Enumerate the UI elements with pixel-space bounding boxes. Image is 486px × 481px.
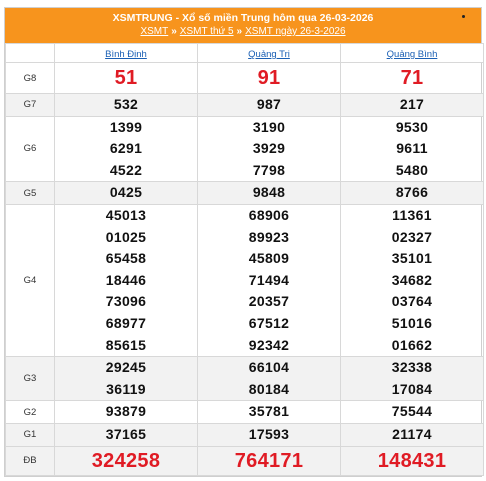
prize-row-g7 xyxy=(6,94,484,117)
result-number: 01025 xyxy=(105,228,147,245)
result-number: 03764 xyxy=(391,293,433,310)
prize-row-g5 xyxy=(6,182,484,205)
result-cell xyxy=(55,423,198,446)
result-number: 73096 xyxy=(105,293,147,310)
result-number: 91 xyxy=(257,67,281,89)
result-cell xyxy=(198,182,341,205)
province-link-quang-tri[interactable]: Quảng Trị xyxy=(248,49,290,60)
result-cell xyxy=(198,423,341,446)
result-number: 66104 xyxy=(248,359,290,376)
result-number: 71 xyxy=(400,67,424,89)
result-cell xyxy=(198,116,341,182)
result-cell xyxy=(198,94,341,117)
result-cell xyxy=(55,182,198,205)
province-link-binh-dinh[interactable]: Bình Định xyxy=(105,49,147,60)
result-cell xyxy=(341,401,484,424)
result-number: 5480 xyxy=(395,161,429,178)
result-number: 93879 xyxy=(105,403,147,420)
result-number: 6291 xyxy=(109,140,143,157)
prize-row-g2 xyxy=(6,401,484,424)
breadcrumb-date-link[interactable]: XSMT ngày 26-3-2026 xyxy=(245,26,346,37)
result-number: 29245 xyxy=(105,359,147,376)
result-number: 9530 xyxy=(395,118,429,135)
result-cell xyxy=(55,401,198,424)
prize-label: G7 xyxy=(6,94,55,117)
result-number: 45013 xyxy=(105,206,147,223)
result-cell xyxy=(341,94,484,117)
prize-row-g3 xyxy=(6,357,484,401)
result-cell xyxy=(55,357,198,401)
result-number: 11361 xyxy=(392,206,432,223)
province-header-cell xyxy=(341,44,484,63)
results-table xyxy=(5,43,484,476)
result-number: 21174 xyxy=(392,425,432,442)
province-header-cell xyxy=(198,44,341,63)
result-number: 37165 xyxy=(105,425,147,442)
result-number: 3929 xyxy=(252,140,286,157)
prize-label: G2 xyxy=(6,401,55,424)
result-number: 68977 xyxy=(105,314,147,331)
result-number: 1399 xyxy=(109,118,143,135)
breadcrumb xyxy=(5,25,481,38)
result-cell xyxy=(55,446,198,475)
result-cell xyxy=(198,401,341,424)
result-cell xyxy=(341,423,484,446)
result-cell xyxy=(341,357,484,401)
breadcrumb-separator: » xyxy=(171,26,177,37)
result-number: 217 xyxy=(399,96,425,112)
result-cell xyxy=(198,63,341,94)
result-number: 80184 xyxy=(248,380,290,397)
result-number: 85615 xyxy=(105,336,147,353)
result-number: 02327 xyxy=(391,228,433,245)
result-number: 17593 xyxy=(248,425,290,442)
prize-row-g4 xyxy=(6,204,484,356)
prize-row-g8 xyxy=(6,63,484,94)
result-cell xyxy=(341,63,484,94)
result-number: 89923 xyxy=(248,228,290,245)
result-number: 67512 xyxy=(248,314,290,331)
result-cell xyxy=(55,204,198,356)
prize-row-g1 xyxy=(6,423,484,446)
breadcrumb-separator: » xyxy=(236,26,243,37)
dot-icon xyxy=(462,15,465,18)
result-number: 32338 xyxy=(391,359,433,376)
result-number: 75544 xyxy=(391,403,433,420)
result-number: 7798 xyxy=(252,161,286,178)
province-header-row xyxy=(6,44,484,63)
results-header xyxy=(5,8,481,43)
prize-label: G3 xyxy=(6,357,55,401)
result-number: 92342 xyxy=(248,336,290,353)
prize-row-g6 xyxy=(6,116,484,182)
result-number: 3190 xyxy=(252,118,286,135)
results-panel xyxy=(4,7,482,477)
result-number: 20357 xyxy=(248,293,290,310)
result-number: 987 xyxy=(256,96,282,112)
result-number: 51 xyxy=(114,67,138,89)
result-number: 34682 xyxy=(391,271,433,288)
result-number: 71494 xyxy=(248,271,290,288)
result-number: 68906 xyxy=(248,206,290,223)
result-cell xyxy=(341,446,484,475)
province-header-cell xyxy=(55,44,198,63)
prize-row-db xyxy=(6,446,484,475)
province-link-quang-binh[interactable]: Quảng Bình xyxy=(386,49,438,60)
breadcrumb-thu5-link[interactable]: XSMT thứ 5 xyxy=(179,26,234,37)
result-number: 36119 xyxy=(106,380,146,397)
result-number: 35101 xyxy=(391,250,433,267)
result-number: 9848 xyxy=(252,184,286,201)
result-cell xyxy=(198,204,341,356)
result-number: 45809 xyxy=(248,250,290,267)
result-cell xyxy=(341,116,484,182)
page-title: XSMTRUNG - Xổ số miền Trung hôm qua 26-03-2026 xyxy=(112,12,374,24)
result-number: 65458 xyxy=(105,250,147,267)
result-number: 324258 xyxy=(91,449,161,472)
result-cell xyxy=(341,204,484,356)
result-cell xyxy=(198,446,341,475)
result-number: 35781 xyxy=(248,403,290,420)
result-number: 18446 xyxy=(105,271,147,288)
prize-label: G4 xyxy=(6,204,55,356)
result-number: 532 xyxy=(113,96,139,112)
breadcrumb-xsmt-link[interactable]: XSMT xyxy=(140,26,169,37)
prize-label: ĐB xyxy=(6,446,55,475)
result-number: 0425 xyxy=(109,184,143,201)
result-number: 148431 xyxy=(377,449,447,472)
prize-label: G5 xyxy=(6,182,55,205)
result-cell xyxy=(198,357,341,401)
prize-rows xyxy=(6,63,484,476)
result-number: 4522 xyxy=(109,161,143,178)
result-number: 8766 xyxy=(395,184,429,201)
result-cell xyxy=(55,94,198,117)
result-cell xyxy=(55,116,198,182)
result-number: 51016 xyxy=(391,314,433,331)
result-number: 01662 xyxy=(391,336,433,353)
result-cell xyxy=(55,63,198,94)
prize-column-header xyxy=(6,44,55,63)
result-number: 17084 xyxy=(391,380,433,397)
result-number: 764171 xyxy=(234,449,304,472)
prize-label: G1 xyxy=(6,423,55,446)
prize-label: G6 xyxy=(6,116,55,182)
result-cell xyxy=(341,182,484,205)
prize-label: G8 xyxy=(6,63,55,94)
result-number: 9611 xyxy=(396,140,428,157)
